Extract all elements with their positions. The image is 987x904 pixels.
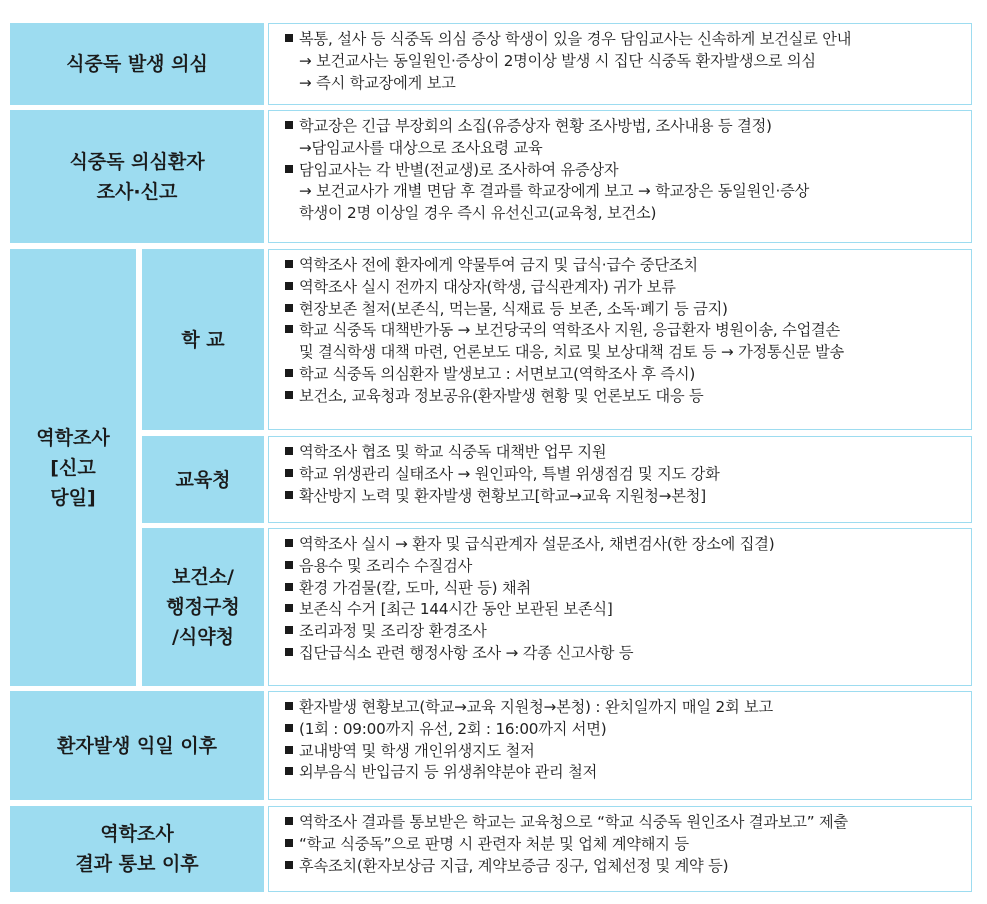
bullet-item — [285, 203, 961, 225]
sub-label — [142, 436, 264, 523]
square-bullet-icon — [285, 325, 293, 333]
bullet-text: 보존식 수거 [최근 144시간 동안 보관된 보존식] — [299, 600, 613, 619]
label-line: 결과 통보 이후 — [75, 853, 199, 875]
row-label-text — [69, 147, 204, 207]
bullet-item — [285, 299, 961, 321]
label-line: 식중독 발생 의심 — [66, 53, 208, 75]
row-label — [10, 110, 264, 243]
bullet-item — [285, 51, 961, 73]
bullet-item — [285, 741, 961, 763]
bullet-item — [285, 364, 961, 386]
bullet-item — [285, 342, 961, 364]
label-line: 보건소/ — [171, 566, 234, 588]
bullet-item — [285, 277, 961, 299]
label-line: /식약청 — [171, 626, 234, 648]
bullet-item — [285, 486, 961, 508]
bullet-text: 보건소, 교육청과 정보공유(환자발생 현황 및 언론보도 대응 등 — [299, 386, 704, 405]
bullet-item — [285, 697, 961, 719]
bullet-text: →담임교사를 대상으로 조사요령 교육 — [299, 138, 543, 157]
bullet-item — [285, 856, 961, 878]
bullet-item — [285, 29, 961, 51]
bullet-text: 확산방지 노력 및 환자발생 현황보고[학교→교육 지원청→본청] — [299, 486, 706, 505]
bullet-item — [285, 578, 961, 600]
label-line: 역학조사 — [100, 823, 174, 845]
square-bullet-icon — [285, 767, 293, 775]
bullet-text: → 보건교사가 개별 면담 후 결과를 학교장에게 보고 → 학교장은 동일원인·증상 — [299, 182, 810, 201]
row-label-text — [75, 819, 198, 879]
bullet-text: 환경 가검물(칼, 도마, 식판 등) 채취 — [299, 578, 531, 597]
bullet-text: 역학조사 전에 환자에게 약물투여 금지 및 급식·급수 중단조치 — [299, 256, 698, 274]
label-line: 식중독 의심환자 — [69, 150, 205, 173]
content-box — [268, 528, 972, 686]
group-label-epidemiology — [10, 249, 136, 686]
square-bullet-icon — [285, 165, 293, 173]
label-line: [신고 — [50, 456, 96, 479]
label-line: 학 교 — [181, 328, 225, 351]
bullet-item — [285, 599, 961, 621]
square-bullet-icon — [285, 121, 293, 129]
sub-label — [142, 528, 264, 686]
bullet-text: 음용수 및 조리수 수질검사 — [299, 556, 473, 575]
square-bullet-icon — [285, 626, 293, 634]
bullet-text: 역학조사 실시 전까지 대상자(학생, 급식관계자) 귀가 보류 — [299, 277, 676, 296]
content-box — [268, 436, 972, 523]
bullet-item — [285, 643, 961, 665]
label-line: 환자발생 익일 이후 — [56, 734, 218, 757]
label-line: 조사·신고 — [96, 180, 178, 203]
square-bullet-icon — [285, 539, 293, 547]
bullet-item — [285, 812, 961, 834]
bullet-text: 조리과정 및 조리장 환경조사 — [299, 622, 487, 641]
bullet-item — [285, 719, 961, 741]
bullet-text: 집단급식소 관련 행정사항 조사 → 각종 신고사항 등 — [299, 643, 634, 662]
content-box — [268, 110, 972, 243]
bullet-text: 학교 식중독 의심환자 발생보고 : 서면보고(역학조사 후 즉시) — [299, 364, 696, 383]
bullet-text: 학생이 2명 이상일 경우 즉시 유선신고(교육청, 보건소) — [299, 204, 657, 223]
bullet-text: 현장보존 철저(보존식, 먹는물, 식재료 등 보존, 소독·폐기 등 금지) — [299, 299, 728, 318]
bullet-item — [285, 73, 961, 95]
bullet-item — [285, 442, 961, 464]
square-bullet-icon — [285, 447, 293, 455]
label-line: 교육청 — [175, 468, 231, 491]
square-bullet-icon — [285, 469, 293, 477]
square-bullet-icon — [285, 583, 293, 591]
square-bullet-icon — [285, 260, 293, 268]
bullet-text: 학교 식중독 대책반가동 → 보건당국의 역학조사 지원, 응급환자 병원이송, 수업결손 — [299, 321, 840, 340]
bullet-item — [285, 621, 961, 643]
bullet-text: 교내방역 및 학생 개인위생지도 철저 — [299, 741, 535, 760]
bullet-text: 환자발생 현황보고(학교→교육 지원청→본청) : 완치일까지 매일 2회 보고 — [299, 698, 773, 716]
row-label — [10, 23, 264, 105]
bullet-item — [285, 116, 961, 138]
bullet-item — [285, 386, 961, 408]
bullet-item — [285, 464, 961, 486]
bullet-item — [285, 160, 961, 182]
content-box — [268, 806, 972, 892]
bullet-text: 담임교사는 각 반별(전교생)로 조사하여 유증상자 — [299, 160, 619, 179]
square-bullet-icon — [285, 391, 293, 399]
square-bullet-icon — [285, 648, 293, 656]
bullet-item — [285, 320, 961, 342]
label-line: 당일] — [50, 486, 96, 509]
sub-label-text — [166, 562, 239, 652]
label-line: 역학조사 — [36, 426, 110, 449]
square-bullet-icon — [285, 817, 293, 825]
bullet-text: → 보건교사는 동일원인·증상이 2명이상 발생 시 집단 식중독 환자발생으로 의심 — [299, 51, 816, 70]
row-label — [10, 691, 264, 800]
sub-label — [142, 249, 264, 430]
bullet-item — [285, 181, 961, 203]
square-bullet-icon — [285, 861, 293, 869]
bullet-item — [285, 534, 961, 556]
bullet-item — [285, 556, 961, 578]
row-label — [10, 806, 264, 892]
row-label-text — [57, 731, 217, 761]
square-bullet-icon — [285, 724, 293, 732]
bullet-text: 외부음식 반입금지 등 위생취약분야 관리 철저 — [299, 763, 598, 782]
square-bullet-icon — [285, 491, 293, 499]
content-box — [268, 691, 972, 800]
row-label-text — [66, 49, 208, 79]
bullet-text: 학교장은 긴급 부장회의 소집(유증상자 현황 조사방법, 조사내용 등 결정) — [299, 117, 772, 135]
square-bullet-icon — [285, 746, 293, 754]
bullet-item — [285, 255, 961, 277]
bullet-text: “학교 식중독”으로 판명 시 관련자 처분 및 업체 계약해지 등 — [299, 834, 689, 853]
label-line: 행정구청 — [166, 596, 240, 618]
sub-label-text — [181, 325, 224, 355]
bullet-text: 후속조치(환자보상금 지급, 계약보증금 징구, 업체선정 및 계약 등) — [299, 856, 729, 875]
bullet-text: → 즉시 학교장에게 보고 — [299, 73, 456, 92]
content-box — [268, 23, 972, 105]
bullet-text: 역학조사 실시 → 환자 및 급식관계자 설문조사, 채변검사(한 장소에 집결) — [299, 535, 775, 553]
square-bullet-icon — [285, 34, 293, 42]
square-bullet-icon — [285, 702, 293, 710]
bullet-text: 학교 위생관리 실태조사 → 원인파악, 특별 위생점검 및 지도 강화 — [299, 464, 720, 483]
square-bullet-icon — [285, 282, 293, 290]
square-bullet-icon — [285, 604, 293, 612]
bullet-item — [285, 762, 961, 784]
group-label-epidemiology-text — [36, 423, 109, 513]
sub-label-text — [175, 465, 230, 495]
square-bullet-icon — [285, 369, 293, 377]
square-bullet-icon — [285, 561, 293, 569]
content-box — [268, 249, 972, 430]
bullet-item — [285, 138, 961, 160]
bullet-text: (1회 : 09:00까지 유선, 2회 : 16:00까지 서면) — [299, 719, 607, 738]
square-bullet-icon — [285, 839, 293, 847]
square-bullet-icon — [285, 304, 293, 312]
bullet-text: 역학조사 협조 및 학교 식중독 대책반 업무 지원 — [299, 443, 607, 461]
bullet-text: 및 결식학생 대책 마련, 언론보도 대응, 치료 및 보상대책 검토 등 → 가정통신문 발송 — [299, 343, 845, 362]
bullet-text: 복통, 설사 등 식중독 의심 증상 학생이 있을 경우 담임교사는 신속하게 보건실로 안내 — [299, 30, 852, 48]
bullet-text: 역학조사 결과를 통보받은 학교는 교육청으로 “학교 식중독 원인조사 결과보고” 제출 — [299, 813, 849, 831]
bullet-item — [285, 834, 961, 856]
